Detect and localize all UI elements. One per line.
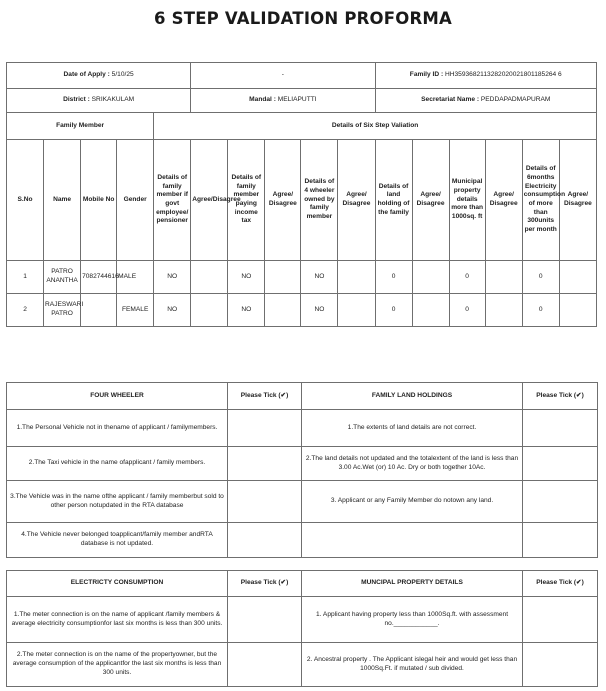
table-row: [7, 261, 597, 294]
table-row: [7, 294, 597, 327]
col-gender: Gender: [117, 140, 154, 261]
date-value: 5/10/25: [111, 71, 134, 79]
member-sno: 2: [7, 294, 44, 327]
tick-cell[interactable]: [228, 481, 302, 523]
col-four-wheeler: Details of 4 wheeler owned by family member: [301, 140, 338, 261]
agree-cell[interactable]: [485, 261, 522, 294]
member-tax: NO: [228, 261, 265, 294]
family-member-heading: Family Member: [7, 113, 154, 140]
land-option: 1.The extents of land details are not correct.: [302, 410, 523, 447]
member-property: 0: [449, 294, 485, 327]
col-agree-6: Agree/ Disagree: [559, 140, 596, 261]
member-name: RAJESWARI PATRO: [44, 294, 81, 327]
agree-cell[interactable]: [191, 294, 228, 327]
agree-cell[interactable]: [485, 294, 522, 327]
agree-cell[interactable]: [559, 261, 596, 294]
tick-heading: Please Tick (✔): [523, 571, 598, 597]
col-agree-5: Agree/ Disagree: [485, 140, 522, 261]
agree-cell[interactable]: [338, 294, 375, 327]
member-govt: NO: [154, 261, 191, 294]
mandal-label: Mandal :: [249, 96, 276, 104]
agree-cell[interactable]: [559, 294, 596, 327]
agree-cell[interactable]: [412, 294, 449, 327]
agree-cell[interactable]: [265, 294, 301, 327]
col-agree-2: Agree/ Disagree: [265, 140, 301, 261]
member-wheeler: NO: [301, 294, 338, 327]
district: [7, 89, 191, 113]
member-govt: NO: [154, 294, 191, 327]
agree-cell[interactable]: [191, 261, 228, 294]
secretariat: [375, 89, 596, 113]
tick-cell[interactable]: [523, 447, 598, 481]
member-sno: 1: [7, 261, 44, 294]
col-electricity: Details of 6months Electricity consumption of more than 300units per month: [522, 140, 559, 261]
tick-cell[interactable]: [228, 447, 302, 481]
electricity-option: 1.The meter connection is on the name of applicant /family members & average electricity consumptionfor last six months is less than 300 units.: [7, 597, 228, 643]
member-gender: FEMALE: [117, 294, 154, 327]
agree-cell[interactable]: [265, 261, 301, 294]
tick-heading: Please Tick (✔): [228, 571, 302, 597]
family-id: [375, 63, 596, 89]
mandal: [191, 89, 375, 113]
col-mobile: Mobile No: [81, 140, 117, 261]
member-mobile: [81, 294, 117, 327]
agree-cell[interactable]: [412, 261, 449, 294]
member-land: 0: [375, 294, 412, 327]
member-electricity: 0: [522, 261, 559, 294]
tick-cell[interactable]: [523, 410, 598, 447]
wheeler-option: 3.The Vehicle was in the name ofthe applicant / family memberbut sold to other person notupdated in the RTA database: [7, 481, 228, 523]
member-mobile: 7082744616: [81, 261, 117, 294]
tick-cell[interactable]: [523, 523, 598, 558]
col-agree-3: Agree/ Disagree: [338, 140, 375, 261]
district-label: District :: [63, 96, 90, 104]
member-property: 0: [449, 261, 485, 294]
family-details-table: [6, 62, 597, 327]
col-land-holding: Details of land holding of the family: [375, 140, 412, 261]
four-wheeler-heading: FOUR WHEELER: [7, 383, 228, 410]
col-sno: S.No: [7, 140, 44, 261]
land-option: 2.The land details not updated and the totalextent of the land is less than 3.00 Ac.Wet (or) 10 Ac. Dry or both together 10Ac.: [302, 447, 523, 481]
electricity-property-table: [6, 570, 598, 687]
member-electricity: 0: [522, 294, 559, 327]
tick-heading: Please Tick (✔): [523, 383, 598, 410]
tick-cell[interactable]: [228, 523, 302, 558]
secretariat-value: PEDDAPADMAPURAM: [480, 96, 551, 104]
six-step-heading: Details of Six Step Valiation: [154, 113, 597, 140]
property-heading: MUNCIPAL PROPERTY DETAILS: [302, 571, 523, 597]
member-land: 0: [375, 261, 412, 294]
secretariat-label: Secretariat Name :: [421, 96, 480, 104]
land-option: 3. Applicant or any Family Member do notown any land.: [302, 481, 523, 523]
col-municipal-property: Municipal property details more than 1000sq. ft: [449, 140, 485, 261]
tick-cell[interactable]: [523, 643, 598, 687]
tick-cell[interactable]: [523, 597, 598, 643]
tick-cell[interactable]: [228, 643, 302, 687]
property-option: 1. Applicant having property less than 1000Sq.ft. with assessment no.____________.: [302, 597, 523, 643]
col-name: Name: [44, 140, 81, 261]
col-agree-1: Agree/Disagree: [191, 140, 228, 261]
date-label: Date of Apply :: [63, 71, 110, 79]
mandal-value: MELIAPUTTI: [277, 96, 317, 104]
tick-cell[interactable]: [523, 481, 598, 523]
date-of-apply: [7, 63, 191, 89]
member-tax: NO: [228, 294, 265, 327]
tick-cell[interactable]: [228, 597, 302, 643]
family-id-label: Family ID :: [409, 71, 444, 79]
agree-cell[interactable]: [338, 261, 375, 294]
land-heading: FAMILY LAND HOLDINGS: [302, 383, 523, 410]
member-wheeler: NO: [301, 261, 338, 294]
wheeler-option: 1.The Personal Vehicle not in thename of applicant / familymembers.: [7, 410, 228, 447]
tick-heading: Please Tick (✔): [228, 383, 302, 410]
wheeler-option: 2.The Taxi vehicle in the name ofapplicant / family members.: [7, 447, 228, 481]
tick-cell[interactable]: [228, 410, 302, 447]
col-income-tax: Details of family member paying income tax: [228, 140, 265, 261]
empty-cell: [302, 523, 523, 558]
col-govt-employee: Details of family member if govt employee/ pensioner: [154, 140, 191, 261]
electricity-heading: ELECTRICTY CONSUMPTION: [7, 571, 228, 597]
wheeler-option: 4.The Vehicle never belonged toapplicant/family member andRTA database is not updated.: [7, 523, 228, 558]
page-title: 6 STEP VALIDATION PROFORMA: [154, 9, 452, 28]
property-option: 2. Ancestral property . The Applicant islegal heir and would get less than 1000Sq.Ft. if mutated / sub divided.: [302, 643, 523, 687]
wheeler-land-table: [6, 382, 598, 558]
col-agree-4: Agree/ Disagree: [412, 140, 449, 261]
dash-cell: -: [191, 63, 375, 89]
family-id-value: HH3593682113282020021801185264 6: [444, 71, 562, 79]
member-name: PATRO ANANTHA: [44, 261, 81, 294]
district-value: SRIKAKULAM: [91, 96, 135, 104]
member-gender: MALE: [117, 261, 154, 294]
electricity-option: 2.The meter connection is on the name of the propertyowner, but the average consumption of the applicantfor the last six months is less than 300 units.: [7, 643, 228, 687]
